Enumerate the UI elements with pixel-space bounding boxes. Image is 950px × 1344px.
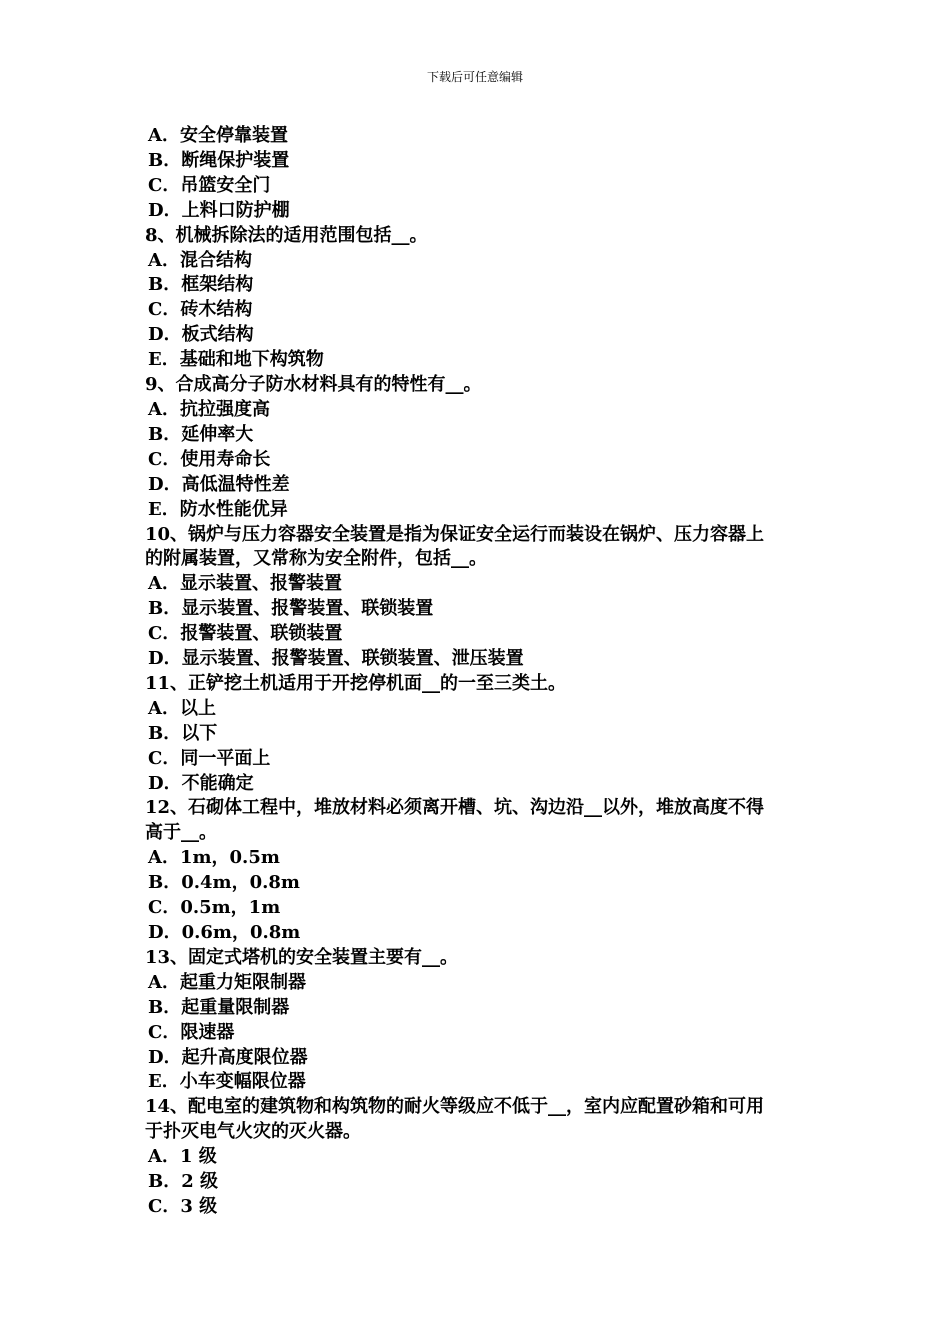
answer-option: C．0.5m，1m: [148, 897, 281, 919]
answer-option: C．限速器: [148, 1021, 235, 1043]
answer-option: A．安全停靠装置: [148, 125, 288, 146]
answer-option: B．以下: [148, 722, 218, 744]
answer-option: C．吊篮安全门: [148, 174, 271, 196]
answer-option: C．3 级: [148, 1195, 218, 1217]
answer-option: A．抗拉强度高: [148, 398, 270, 420]
answer-option: D．0.6m，0.8m: [148, 922, 301, 943]
question-text: 9、合成高分子防水材料具有的特性有__。: [145, 374, 482, 396]
answer-option: B．框架结构: [148, 274, 254, 296]
answer-option: B．起重量限制器: [148, 996, 290, 1018]
question-text: 13、固定式塔机的安全装置主要有__。: [145, 946, 459, 968]
page-header: 下载后可任意编辑: [426, 70, 523, 84]
answer-option: B．0.4m，0.8m: [148, 872, 300, 894]
question-text: 11、正铲挖土机适用于开挖停机面__的一至三类土。: [145, 672, 567, 694]
answer-option: A．1m，0.5m: [148, 847, 280, 869]
answer-option: D．高低温特性差: [148, 473, 290, 495]
document-body: [145, 124, 825, 1220]
answer-option: A．显示装置、报警装置: [148, 573, 342, 595]
question-text: 高于__。: [145, 822, 217, 844]
answer-option: E．基础和地下构筑物: [148, 349, 324, 371]
answer-option: D．起升高度限位器: [148, 1046, 308, 1068]
answer-option: C．同一平面上: [148, 747, 271, 769]
answer-option: E．小车变幅限位器: [148, 1071, 306, 1093]
answer-option: B．延伸率大: [148, 423, 254, 445]
answer-option: D．上料口防护棚: [148, 199, 290, 221]
answer-option: B．显示装置、报警装置、联锁装置: [148, 598, 434, 620]
answer-option: A．1 级: [148, 1146, 217, 1168]
answer-option: B．断绳保护装置: [148, 149, 290, 171]
answer-option: D．板式结构: [148, 324, 254, 346]
question-text: 14、配电室的建筑物和构筑物的耐火等级应不低于__，室内应配置砂箱和可用: [145, 1096, 765, 1118]
question-text: 的附属装置，又常称为安全附件，包括__。: [145, 548, 487, 570]
answer-option: B．2 级: [148, 1171, 219, 1193]
answer-option: C．报警装置、联锁装置: [148, 623, 343, 645]
question-text: 8、机械拆除法的适用范围包括__。: [145, 224, 428, 246]
answer-option: A．起重力矩限制器: [148, 971, 306, 993]
answer-option: C．砖木结构: [148, 299, 253, 321]
answer-option: A．以上: [148, 697, 216, 719]
answer-option: A．混合结构: [148, 249, 252, 271]
answer-option: D．不能确定: [148, 772, 254, 794]
question-text: 12、石砌体工程中，堆放材料必须离开槽、坑、沟边沿__以外，堆放高度不得: [145, 797, 765, 819]
question-text: 10、锅炉与压力容器安全装置是指为保证安全运行而装设在锅炉、压力容器上: [145, 523, 765, 545]
question-text: 于扑灭电气火灾的灭火器。: [145, 1121, 361, 1143]
answer-option: E．防水性能优异: [148, 498, 288, 520]
answer-option: C．使用寿命长: [148, 448, 271, 470]
answer-option: D．显示装置、报警装置、联锁装置、泄压装置: [148, 648, 524, 670]
